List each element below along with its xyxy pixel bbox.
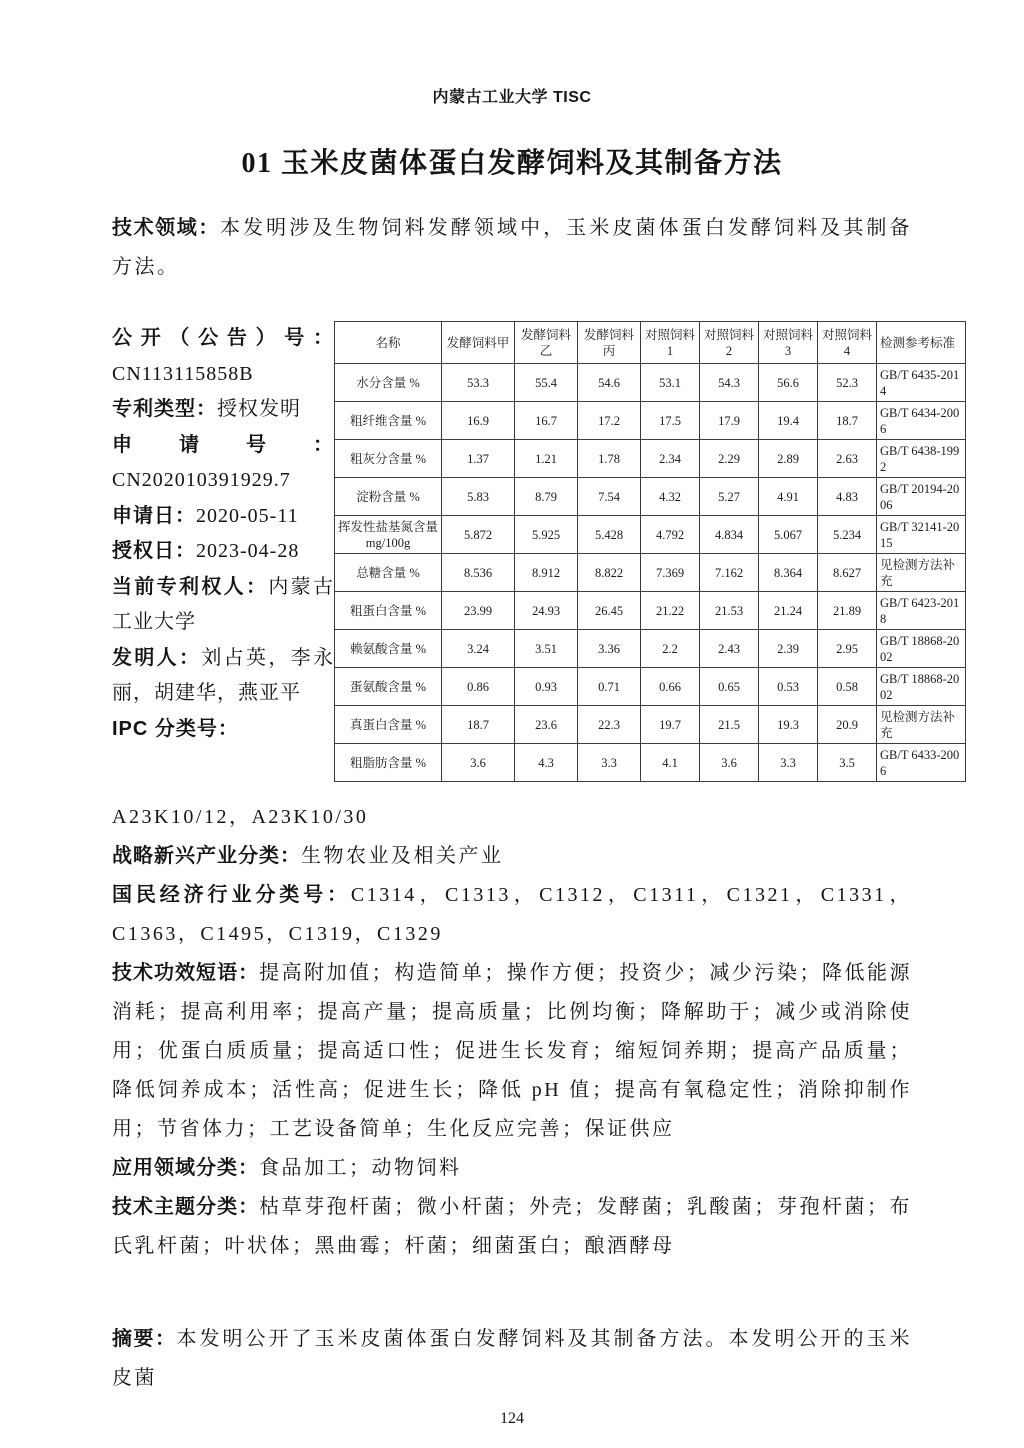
table-row (335, 630, 966, 668)
table-row (335, 402, 966, 440)
standard-cell: GB/T 6435-2014 (877, 364, 966, 402)
tech-field-text: 本发明涉及生物饲料发酵领域中，玉米皮菌体蛋白发酵饲料及其制备方法。 (112, 217, 913, 278)
value-cell: 0.65 (700, 668, 759, 706)
row-name-cell: 淀粉含量 % (335, 478, 442, 516)
value-cell: 8.912 (515, 554, 578, 592)
value-cell: 17.5 (641, 402, 700, 440)
classification-value: 食品加工；动物饲料 (259, 1157, 462, 1179)
value-cell: 18.7 (818, 402, 877, 440)
field-label: 申请日： (112, 504, 196, 527)
value-cell: 21.5 (700, 706, 759, 744)
abstract-text: 本发明公开了玉米皮菌体蛋白发酵饲料及其制备方法。本发明公开的玉米皮菌 (112, 1328, 912, 1389)
row-name-cell: 挥发性盐基氮含量 mg/100g (335, 516, 442, 554)
table-row (335, 592, 966, 630)
value-cell: 0.53 (759, 668, 818, 706)
table-header-cell: 对照饲料4 (818, 322, 877, 364)
row-name-cell: 总糖含量 % (335, 554, 442, 592)
classification-value: 提高附加值；构造简单；操作方便；投资少；减少污染；降低能源消耗；提高利用率；提高产量；提高质量；比例均衡；降解助于；减少或消除使用；优蛋白质质量；提高适口性；促进生长发育；缩短饲养期；提高产品质量；降低饲养成本；活性高；促进生长；降低 pH 值；提高有氧稳定性；消除抑制作用；节省体力；工艺设备简单；生化反应完善；保证供应 (112, 962, 913, 1140)
value-cell: 21.22 (641, 592, 700, 630)
value-cell: 0.71 (578, 668, 641, 706)
value-cell: 4.32 (641, 478, 700, 516)
value-cell: 21.89 (818, 592, 877, 630)
value-cell: 22.3 (578, 706, 641, 744)
patent-field-grant-date (112, 534, 334, 570)
value-cell: 3.6 (700, 744, 759, 782)
page-title: 01 玉米皮菌体蛋白发酵饲料及其制备方法 (241, 148, 783, 179)
value-cell: 7.54 (578, 478, 641, 516)
value-cell: 54.6 (578, 364, 641, 402)
value-cell: 5.234 (818, 516, 877, 554)
patent-field-inventors (112, 641, 334, 712)
value-cell: 18.7 (442, 706, 515, 744)
value-cell: 1.37 (442, 440, 515, 478)
value-cell: 2.63 (818, 440, 877, 478)
value-cell: 55.4 (515, 364, 578, 402)
patent-field-publication-number (112, 321, 334, 392)
standard-cell: 见检测方法补充 (877, 554, 966, 592)
value-cell: 8.364 (759, 554, 818, 592)
classification-application-field (112, 1149, 912, 1188)
field-value: 2020-05-11 (196, 504, 299, 527)
table-header-cell: 检测参考标准 (877, 322, 966, 364)
value-cell: 4.834 (700, 516, 759, 554)
patent-field-application-date (112, 499, 334, 535)
row-name-cell: 粗纤维含量 % (335, 402, 442, 440)
standard-cell: GB/T 6423-2018 (877, 592, 966, 630)
value-cell: 20.9 (818, 706, 877, 744)
value-cell: 24.93 (515, 592, 578, 630)
abstract-label: 摘要： (112, 1328, 177, 1350)
value-cell: 2.89 (759, 440, 818, 478)
value-cell: 53.3 (442, 364, 515, 402)
field-label: 当前专利权人： (112, 575, 269, 598)
classification-value: 枯草芽孢杆菌；微小杆菌；外壳；发酵菌；乳酸菌；芽孢杆菌；布氏乳杆菌；叶状体；黑曲霉；杆菌；细菌蛋白；酿酒酵母 (112, 1196, 913, 1257)
table-row (335, 744, 966, 782)
value-cell: 8.536 (442, 554, 515, 592)
value-cell: 3.51 (515, 630, 578, 668)
row-name-cell: 蛋氨酸含量 % (335, 668, 442, 706)
value-cell: 4.3 (515, 744, 578, 782)
value-cell: 0.66 (641, 668, 700, 706)
value-cell: 19.4 (759, 402, 818, 440)
value-cell: 17.9 (700, 402, 759, 440)
standard-cell: GB/T 6434-2006 (877, 402, 966, 440)
table-header-cell: 发酵饲料甲 (442, 322, 515, 364)
field-value: 内蒙古工业大学 (112, 575, 335, 633)
value-cell: 2.95 (818, 630, 877, 668)
classification-national-economy (112, 876, 912, 954)
value-cell: 2.39 (759, 630, 818, 668)
value-cell: 2.2 (641, 630, 700, 668)
page-number: 124 (500, 1410, 524, 1427)
table-row (335, 516, 966, 554)
value-cell: 8.627 (818, 554, 877, 592)
tech-field-paragraph (112, 209, 912, 287)
value-cell: 5.925 (515, 516, 578, 554)
row-name-cell: 粗蛋白含量 % (335, 592, 442, 630)
value-cell: 1.21 (515, 440, 578, 478)
value-cell: 5.83 (442, 478, 515, 516)
value-cell: 17.2 (578, 402, 641, 440)
standard-cell: GB/T 18868-2002 (877, 630, 966, 668)
value-cell: 5.27 (700, 478, 759, 516)
field-value: 2023-04-28 (196, 540, 300, 562)
value-cell: 19.7 (641, 706, 700, 744)
classification-label: 应用领域分类： (112, 1157, 259, 1179)
value-cell: 21.53 (700, 592, 759, 630)
value-cell: 8.822 (578, 554, 641, 592)
value-cell: 21.24 (759, 592, 818, 630)
value-cell: 3.3 (578, 744, 641, 782)
value-cell: 53.1 (641, 364, 700, 402)
table-row (335, 440, 966, 478)
row-name-cell: 水分含量 % (335, 364, 442, 402)
field-label: IPC 分类号： (112, 717, 239, 740)
value-cell: 0.86 (442, 668, 515, 706)
classification-label: 战略新兴产业分类： (112, 845, 301, 867)
classification-technical-effects (112, 954, 912, 1149)
field-label: 授权日： (112, 540, 196, 562)
table-header-cell: 对照饲料2 (700, 322, 759, 364)
patent-field-current-assignee (112, 570, 334, 641)
value-cell: 7.162 (700, 554, 759, 592)
field-label: 申请号： (112, 433, 334, 456)
classification-strategic-industry (112, 837, 912, 876)
table-header-cell: 发酵饲料丙 (578, 322, 641, 364)
value-cell: 19.3 (759, 706, 818, 744)
nutrition-table (334, 321, 966, 782)
value-cell: 16.7 (515, 402, 578, 440)
value-cell: 5.067 (759, 516, 818, 554)
table-row (335, 706, 966, 744)
field-label: 公开（公告）号： (112, 327, 334, 349)
field-label: 专利类型： (112, 398, 217, 420)
table-header-cell: 发酵饲料乙 (515, 322, 578, 364)
classification-label: 国民经济行业分类号： (112, 884, 351, 906)
value-cell: 26.45 (578, 592, 641, 630)
row-name-cell: 粗脂肪含量 % (335, 744, 442, 782)
standard-cell: GB/T 20194-2006 (877, 478, 966, 516)
ipc-codes: A23K10/12，A23K10/30 (112, 806, 369, 828)
standard-cell: 见检测方法补充 (877, 706, 966, 744)
table-header-cell: 对照饲料3 (759, 322, 818, 364)
value-cell: 4.91 (759, 478, 818, 516)
value-cell: 16.9 (442, 402, 515, 440)
table-row (335, 668, 966, 706)
value-cell: 3.24 (442, 630, 515, 668)
abstract-paragraph (112, 1320, 912, 1398)
table-row (335, 554, 966, 592)
value-cell: 3.3 (759, 744, 818, 782)
table-row (335, 478, 966, 516)
table-header-row (335, 322, 966, 364)
value-cell: 3.5 (818, 744, 877, 782)
classification-value: 生物农业及相关产业 (301, 845, 504, 867)
value-cell: 2.34 (641, 440, 700, 478)
standard-cell: GB/T 6433-2006 (877, 744, 966, 782)
value-cell: 3.6 (442, 744, 515, 782)
row-name-cell: 赖氨酸含量 % (335, 630, 442, 668)
value-cell: 3.36 (578, 630, 641, 668)
value-cell: 0.58 (818, 668, 877, 706)
table-column (334, 321, 966, 782)
standard-cell: GB/T 6438-1992 (877, 440, 966, 478)
table-header-cell: 名称 (335, 322, 442, 364)
value-cell: 54.3 (700, 364, 759, 402)
value-cell: 23.6 (515, 706, 578, 744)
value-cell: 4.83 (818, 478, 877, 516)
patent-field-ipc-label (112, 712, 334, 748)
value-cell: 1.78 (578, 440, 641, 478)
field-value: CN202010391929.7 (112, 469, 291, 491)
row-name-cell: 粗灰分含量 % (335, 440, 442, 478)
value-cell: 52.3 (818, 364, 877, 402)
value-cell: 5.872 (442, 516, 515, 554)
value-cell: 2.29 (700, 440, 759, 478)
patent-field-patent-type (112, 392, 334, 428)
value-cell: 2.43 (700, 630, 759, 668)
table-header-cell: 对照饲料1 (641, 322, 700, 364)
field-value: 刘占英，李永丽，胡建华，燕亚平 (112, 646, 335, 704)
value-cell: 0.93 (515, 668, 578, 706)
standard-cell: GB/T 18868-2002 (877, 668, 966, 706)
classification-technical-topics (112, 1188, 912, 1266)
doc-header: 内蒙古工业大学 TISC (432, 89, 592, 106)
row-name-cell: 真蛋白含量 % (335, 706, 442, 744)
tech-field-label: 技术领域： (112, 217, 220, 239)
table-row (335, 364, 966, 402)
value-cell: 5.428 (578, 516, 641, 554)
field-value: 授权发明 (217, 398, 301, 420)
patent-field-application-number (112, 428, 334, 499)
patent-info-section (112, 321, 960, 782)
classification-label: 技术主题分类： (112, 1196, 260, 1218)
field-label: 发明人： (112, 646, 202, 669)
value-cell: 7.369 (641, 554, 700, 592)
value-cell: 56.6 (759, 364, 818, 402)
value-cell: 23.99 (442, 592, 515, 630)
patent-info-column (112, 321, 334, 747)
classification-label: 技术功效短语： (112, 962, 260, 984)
value-cell: 4.792 (641, 516, 700, 554)
field-value: CN113115858B (112, 362, 254, 385)
classification-value: C1314，C1313，C1312，C1311，C1321，C1331，C1363，C1495，C1319，C1329 (112, 884, 912, 945)
standard-cell: GB/T 32141-2015 (877, 516, 966, 554)
value-cell: 8.79 (515, 478, 578, 516)
value-cell: 4.1 (641, 744, 700, 782)
